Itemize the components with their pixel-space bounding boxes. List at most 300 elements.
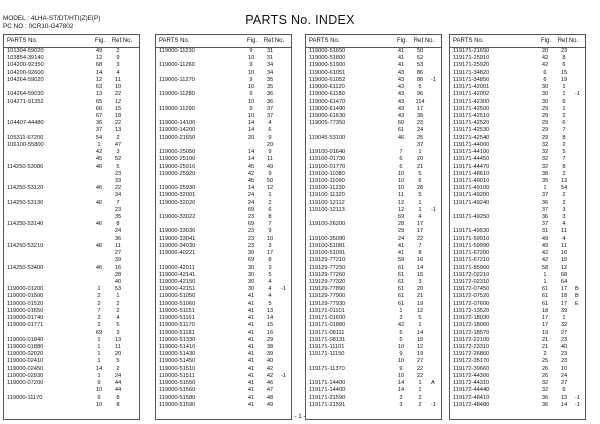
fig-cell: 14 [247, 149, 255, 156]
ref-no-cell: 20 [114, 351, 122, 358]
table-row [450, 192, 585, 199]
part-number-cell: 119171-42520 [453, 120, 490, 127]
ref-no-cell: 4 [268, 279, 272, 285]
ref-no-cell: 38 [266, 343, 274, 350]
fig-cell: 59 [397, 257, 405, 264]
part-number-cell: 119171-48610 [453, 170, 490, 177]
table-row [306, 358, 441, 365]
part-number-cell: 119000-32020 [159, 199, 196, 206]
table-row [306, 55, 441, 62]
table-row [306, 308, 441, 315]
fig-cell: 9 [249, 48, 253, 54]
fig-cell: 32 [541, 156, 549, 163]
ref-no-cell: 5 [116, 322, 120, 329]
part-number-cell: 119000-11260 [159, 62, 195, 69]
fig-cell: 41 [247, 351, 255, 358]
table-row [306, 207, 441, 214]
table-row [156, 366, 291, 373]
table-row [4, 265, 139, 272]
table-row [4, 228, 139, 235]
fig-cell: 30 [541, 98, 549, 105]
part-number-cell: 119000-01740 [7, 315, 44, 322]
table-row [156, 149, 291, 156]
table-row [4, 70, 139, 77]
ref-no-cell: 38 [416, 112, 424, 119]
fig-cell: 1 [97, 343, 101, 350]
table-row [450, 171, 585, 178]
fig-cell: 30 [541, 91, 549, 98]
part-number-cell: 119172-35170 [453, 358, 490, 365]
part-number-cell: 119100-12113 [309, 206, 345, 213]
fig-cell: 5 [399, 336, 403, 343]
fig-cell: 2 [97, 293, 101, 300]
fig-cell: 49 [95, 48, 103, 54]
fig-cell: 37 [541, 221, 549, 228]
table-row [4, 214, 139, 221]
fig-cell: 43 [397, 91, 405, 98]
fig-cell: 9 [249, 105, 253, 112]
fig-cell: 41 [397, 250, 405, 257]
ref-no-cell: 2 [418, 394, 422, 401]
part-number-cell: 119171-21650 [453, 48, 490, 54]
table-row [156, 99, 291, 106]
table-row [4, 344, 139, 351]
ref-no-cell: 7 [562, 127, 566, 134]
ref-no-cell: 22 [416, 235, 424, 242]
table-row [450, 200, 585, 207]
table-row [4, 330, 139, 337]
fig-cell: 43 [397, 84, 405, 91]
ref-no-cell: 6 [562, 120, 566, 127]
ref-no-cell: 22 [114, 120, 122, 127]
fig-cell: 7 [399, 149, 403, 156]
ref-no-cell: 2 [562, 170, 566, 177]
fig-cell: 10 [247, 98, 255, 105]
part-number-cell: 119129-77260 [309, 271, 346, 278]
ref-no-cell: 1 [562, 105, 566, 112]
ref-no-cell: 11 [115, 343, 121, 350]
table-row [450, 373, 585, 380]
table-row [4, 55, 139, 62]
table-row [450, 293, 585, 300]
table-row [450, 214, 585, 221]
part-number-cell: 119171-42300 [453, 98, 490, 105]
ref-no-cell: 9 [268, 149, 272, 156]
part-number-cell: 119171-49100 [453, 185, 490, 192]
part-number-cell: 119172-18060 [453, 322, 490, 329]
table-row [4, 286, 139, 293]
table-row [450, 135, 585, 142]
part-number-cell: 119000-51550 [159, 380, 196, 387]
ref-no-cell: 52 [114, 156, 122, 163]
table-row [4, 250, 139, 257]
table-row [4, 200, 139, 207]
ref-no-cell: 14 [416, 329, 424, 336]
part-number-cell: 114250-53080 [7, 163, 44, 170]
table-row [306, 185, 441, 192]
table-row [306, 250, 441, 257]
part-number-cell: 119171-25920 [453, 62, 490, 69]
part-number-cell: 119172-44300 [453, 372, 490, 379]
table-row [450, 77, 585, 84]
header-ref-no: Ref.No. [557, 38, 579, 44]
index-column-4 [449, 34, 586, 420]
fig-cell: 41 [247, 358, 255, 365]
fig-cell: 29 [541, 112, 549, 119]
fig-cell: 2 [543, 351, 547, 358]
ref-no-cell: 12 [266, 185, 274, 192]
fig-cell: 9 [249, 76, 253, 83]
ref-no-cell: 20 [416, 156, 424, 163]
ref-no-cell: 37 [266, 112, 274, 119]
fig-cell: 10 [247, 112, 255, 119]
table-row [450, 84, 585, 91]
fig-cell: 29 [541, 120, 549, 127]
table-row [306, 120, 441, 127]
part-number-cell: 114250-53140 [7, 221, 44, 228]
fig-cell: 41 [247, 372, 255, 379]
fig-cell: 10 [397, 358, 405, 365]
fig-cell: 37 [541, 206, 549, 213]
fig-cell: 25 [541, 358, 549, 365]
fig-cell: 10 [397, 343, 405, 350]
ref-no-cell: 17 [416, 228, 424, 235]
ref-no-cell: 16 [266, 329, 274, 336]
table-row [450, 106, 585, 113]
table-row [156, 395, 291, 402]
fig-cell: 10 [397, 177, 405, 184]
ref-no-cell: 7 [562, 156, 566, 163]
pc-number-line: PC NO : 0CR10-G47802 [3, 22, 74, 30]
ref-no-cell: 42 [266, 372, 274, 379]
fig-cell: 41 [247, 293, 255, 300]
ref-no-cell: 2 [562, 199, 566, 206]
table-row [4, 358, 139, 365]
table-row [4, 236, 139, 243]
fig-cell: 10 [95, 401, 103, 408]
part-number-cell: 119172-07600 [453, 300, 490, 307]
table-row [156, 337, 291, 344]
ref-no-cell: 1 [418, 149, 422, 156]
part-number-cell: 119000-02410 [7, 358, 44, 365]
part-number-cell: 119000-61630 [309, 112, 346, 119]
table-row [306, 99, 441, 106]
ref-no-cell: 1 [418, 199, 422, 206]
ref-no-cell: 6 [562, 62, 566, 69]
part-number-cell: 119171-08131 [309, 336, 346, 343]
ref-no-cell: 40 [266, 358, 274, 365]
part-number-cell: 119171-34850 [453, 76, 490, 83]
table-row [450, 308, 585, 315]
ref-no-cell: 34 [266, 62, 274, 69]
ref-no-cell: 3 [116, 62, 120, 69]
table-row [450, 272, 585, 279]
fig-cell: 3 [399, 394, 403, 401]
ref-no-cell: 47 [114, 141, 122, 148]
ref-no-cell: 49 [266, 401, 274, 408]
table-row [306, 214, 441, 221]
ref-no-cell: 46 [266, 380, 274, 387]
part-number-cell: 119000-61052 [309, 76, 346, 83]
fig-cell: 46 [95, 264, 103, 271]
part-number-cell: 119171-14400 [309, 380, 346, 387]
part-number-cell: 119100-11090 [309, 177, 345, 184]
fig-cell: 42 [247, 170, 255, 177]
fig-cell: 10 [247, 55, 255, 62]
fig-cell: 9 [97, 394, 101, 401]
fig-cell: 1 [399, 307, 403, 314]
fig-cell: 1 [97, 372, 101, 379]
fig-cell: 6 [399, 156, 403, 163]
part-number-cell: 119000-02020 [7, 351, 44, 358]
ref-no-cell: 4 [268, 286, 272, 293]
ref-no-cell: 37 [416, 141, 424, 148]
fig-cell: 30 [541, 84, 549, 91]
ref-no-cell: 18 [114, 112, 122, 119]
fig-cell: 1 [97, 141, 101, 148]
part-number-cell: 119100-51091 [309, 250, 346, 257]
ref-suffix-cell: -1 [281, 372, 287, 379]
table-row [4, 395, 139, 402]
table-row [306, 344, 441, 351]
part-number-cell: 119171-08111 [309, 329, 345, 336]
fig-cell: 10 [397, 185, 405, 192]
part-number-cell: 119171-49240 [453, 199, 490, 206]
ref-no-cell: 14 [416, 264, 424, 271]
table-row [306, 293, 441, 300]
fig-cell: 41 [247, 322, 255, 329]
table-row [306, 142, 441, 149]
fig-cell: 14 [95, 365, 103, 372]
table-row [4, 351, 139, 358]
fig-cell: 31 [541, 228, 549, 235]
ref-no-cell: 10 [266, 235, 274, 242]
part-number-cell: 119171-49530 [453, 228, 490, 235]
table-row [156, 77, 291, 84]
ref-no-cell: 1 [418, 322, 422, 329]
table-row [306, 228, 441, 235]
ref-no-cell: 7 [268, 221, 272, 228]
fig-cell: 41 [247, 315, 255, 322]
ref-no-cell: 11 [267, 156, 273, 163]
ref-no-cell: 22 [416, 365, 424, 372]
table-row [156, 373, 291, 380]
part-number-cell: 119171-59990 [453, 242, 490, 249]
part-number-cell: 119000-33030 [159, 228, 196, 235]
part-number-cell: 119129-77900 [309, 293, 346, 300]
part-number-cell: 119000-33022 [159, 214, 196, 221]
ref-no-cell: 34 [266, 69, 274, 76]
ref-no-cell: 2 [116, 134, 120, 141]
table-row [306, 286, 441, 293]
ref-no-cell: 1 [418, 380, 422, 387]
table-row [156, 106, 291, 113]
part-number-cell: 119172-48410 [453, 394, 490, 401]
ref-no-cell: 2 [268, 199, 272, 206]
fig-cell: 42 [541, 250, 549, 257]
ref-no-cell: 19 [560, 76, 568, 83]
part-number-cell: 119100-11080 [309, 170, 345, 177]
fig-cell: 5 [399, 329, 403, 336]
ref-no-cell: 12 [416, 343, 424, 350]
table-row [4, 185, 139, 192]
fig-cell: 41 [247, 387, 255, 394]
ref-no-cell: 68 [560, 271, 568, 278]
table-row [156, 70, 291, 77]
part-number-cell: 119100-26200 [309, 221, 346, 228]
fig-cell: 41 [247, 300, 255, 307]
fig-cell: 65 [95, 98, 103, 105]
fig-cell: 26 [541, 372, 549, 379]
table-row [306, 301, 441, 308]
part-number-cell: 119172-02310 [453, 279, 490, 285]
part-number-cell: 104407-44480 [7, 120, 44, 127]
part-number-cell: 119000-51590 [159, 401, 196, 408]
table-row [4, 127, 139, 134]
table-row [156, 351, 291, 358]
part-number-cell: 103854-39140 [7, 55, 44, 62]
table-row [450, 164, 585, 171]
part-number-cell: 119171-42002 [453, 91, 490, 98]
ref-no-cell: 1 [116, 293, 120, 300]
fig-cell: 9 [249, 62, 253, 69]
part-number-cell: 119171-85900 [453, 264, 490, 271]
fig-cell: 41 [247, 329, 255, 336]
fig-cell: 12 [95, 55, 103, 62]
ref-no-cell: 8 [268, 214, 272, 221]
part-number-cell: 119000-61490 [309, 105, 346, 112]
ref-no-cell: 4 [268, 293, 272, 300]
part-number-cell: 119000-51511 [159, 372, 195, 379]
table-row [156, 192, 291, 199]
ref-no-cell: 13 [114, 127, 122, 134]
fig-cell: 43 [397, 76, 405, 83]
table-row [156, 164, 291, 171]
part-number-cell: 119000-07200 [7, 380, 44, 387]
ref-no-cell: 15 [266, 322, 274, 329]
table-row [4, 337, 139, 344]
table-row [450, 402, 585, 409]
ref-no-cell: 33 [114, 177, 122, 184]
fig-cell: 24 [397, 235, 405, 242]
ref-no-cell: 17 [266, 250, 274, 257]
part-number-cell: 119000-01200 [7, 286, 44, 293]
ref-no-cell: 9 [268, 170, 272, 177]
ref-no-cell: 53 [114, 286, 122, 293]
ref-suffix-cell: B [575, 286, 579, 293]
part-number-cell: 119100-01770 [309, 163, 346, 170]
fig-cell: 69 [95, 329, 103, 336]
table-row [450, 70, 585, 77]
fig-cell: 46 [95, 199, 103, 206]
table-row [306, 257, 441, 264]
table-row [306, 84, 441, 91]
ref-no-cell: 11 [561, 228, 567, 235]
table-row [450, 351, 585, 358]
ref-no-cell: 39 [560, 307, 568, 314]
header-parts-no: PARTS No. [159, 38, 190, 44]
table-row [4, 99, 139, 106]
table-row [156, 301, 291, 308]
table-row [306, 106, 441, 113]
part-number-cell: 119000-51580 [159, 394, 196, 401]
part-number-cell: 119129-77890 [309, 286, 346, 293]
part-number-cell: 119000-02450 [7, 365, 44, 372]
table-row [156, 120, 291, 127]
ref-no-cell: 8 [562, 134, 566, 141]
table-row [306, 221, 441, 228]
ref-no-cell: 15 [560, 69, 568, 76]
ref-no-cell: 6 [562, 387, 566, 394]
table-row [156, 387, 291, 394]
ref-no-cell: 5 [116, 163, 120, 170]
table-row [306, 236, 441, 243]
fig-cell: 41 [397, 62, 405, 69]
part-number-cell: 119171-49010 [453, 177, 490, 184]
part-number-cell: 119000-51060 [159, 300, 196, 307]
ref-no-cell: 8 [562, 55, 566, 62]
ref-no-cell: 36 [266, 91, 274, 98]
part-number-cell: 119000-01650 [7, 307, 44, 314]
table-row [156, 344, 291, 351]
part-number-cell: 119000-01500 [7, 293, 44, 300]
part-number-cell: 119000-14200 [159, 127, 196, 134]
ref-no-cell: 23 [560, 336, 568, 343]
ref-no-cell: 1 [418, 206, 422, 213]
ref-no-cell: 3 [418, 279, 422, 285]
ref-no-cell: 16 [416, 257, 424, 264]
ref-no-cell: 24 [416, 127, 424, 134]
table-row [156, 279, 291, 286]
ref-no-cell: 22 [416, 372, 424, 379]
fig-cell: 32 [541, 149, 549, 156]
part-number-cell: 106100-55800 [7, 141, 44, 148]
part-number-cell: 119000-14100 [159, 120, 196, 127]
ref-no-cell: 27 [560, 380, 568, 387]
ref-no-cell: 11 [561, 242, 567, 249]
table-row [450, 113, 585, 120]
part-number-cell: 119000-51450 [159, 358, 196, 365]
part-number-cell: 119000-11170 [7, 394, 43, 401]
fig-cell: 37 [95, 127, 103, 134]
fig-cell: 41 [247, 380, 255, 387]
part-number-cell: 119171-44450 [453, 156, 490, 163]
table-row [450, 120, 585, 127]
header-fig: Fig. [540, 38, 551, 44]
table-row [306, 373, 441, 380]
header-parts-no: PARTS No. [309, 38, 340, 44]
ref-no-cell: 10 [114, 84, 122, 91]
ref-no-cell: 48 [266, 394, 274, 401]
ref-no-cell: 36 [114, 235, 122, 242]
part-number-cell: 119000-51650 [309, 48, 346, 54]
part-number-cell: 119000-61120 [309, 84, 345, 91]
part-number-cell: 119100-51081 [309, 242, 346, 249]
ref-no-cell: 11 [115, 76, 121, 83]
part-number-cell: 119129-77930 [309, 300, 346, 307]
ref-no-cell: 96 [416, 91, 424, 98]
table-row [450, 91, 585, 98]
header-parts-no: PARTS No. [7, 38, 38, 44]
table-row [450, 366, 585, 373]
ref-no-cell: 31 [266, 48, 274, 54]
ref-suffix-cell: -1 [431, 206, 437, 213]
ref-no-cell: 1 [562, 315, 566, 322]
ref-no-cell: 23 [560, 48, 568, 54]
part-number-cell: 119000-40221 [159, 250, 196, 257]
table-row [4, 279, 139, 286]
fig-cell: 66 [95, 105, 103, 112]
